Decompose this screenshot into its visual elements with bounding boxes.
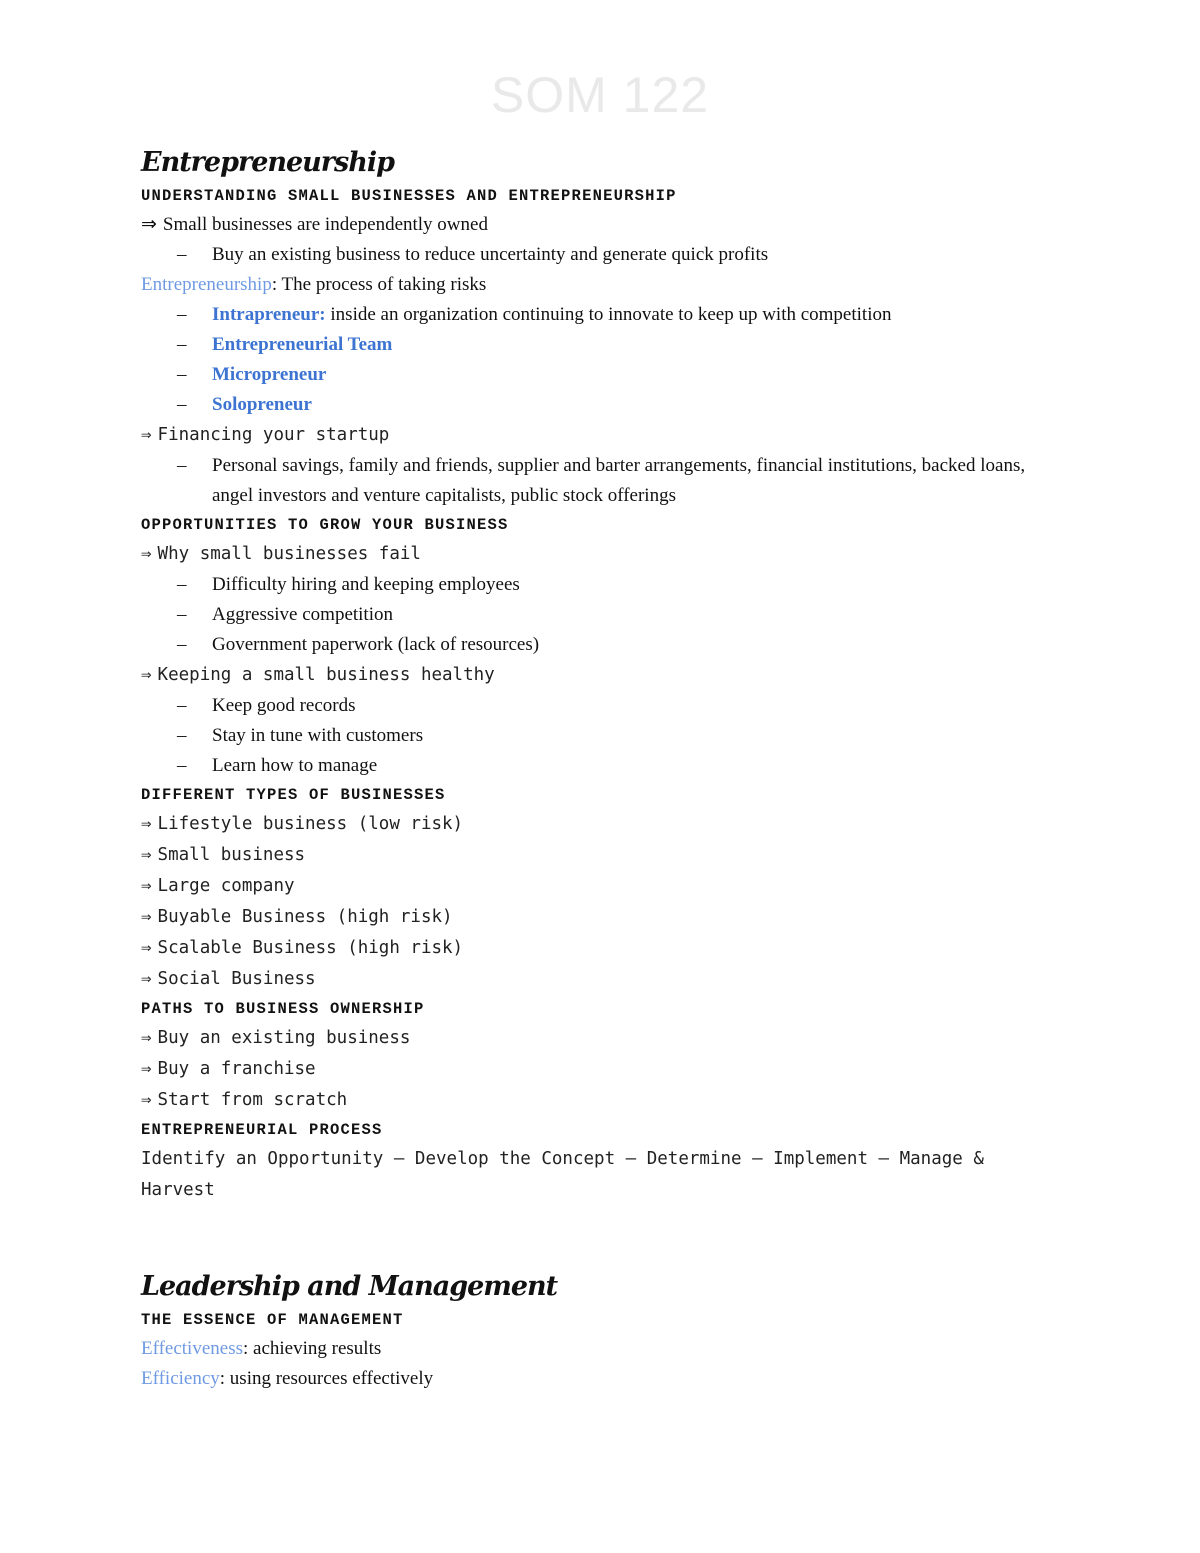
arrow-icon: ⇒ [141, 907, 152, 927]
sub-bullet [141, 240, 1061, 270]
dash-icon: – [177, 634, 187, 655]
watermark: SOM 122 [490, 67, 710, 123]
section-gap [141, 1206, 1061, 1268]
subheading-types: DIFFERENT TYPES OF BUSINESSES [141, 786, 446, 804]
dash-icon: – [177, 604, 187, 625]
arrow-icon: ⇒ [141, 969, 152, 989]
arrow-icon: ⇒ [141, 938, 152, 958]
dash-icon: – [177, 244, 187, 265]
bullet-line [141, 933, 1061, 964]
sub-bullet [141, 451, 1061, 511]
arrow-icon: ⇒ [141, 845, 152, 865]
arrow-icon: ⇒ [141, 665, 152, 685]
section-title: Leadership and Management [141, 1271, 558, 1302]
bullet-line [141, 871, 1061, 902]
sub-bullet-text: Government paperwork (lack of resources) [212, 634, 540, 655]
bullet-line [141, 539, 1061, 570]
bullet-line [141, 210, 1061, 240]
sub-bullet [141, 751, 1061, 781]
arrow-icon: ⇒ [141, 876, 152, 896]
definition-term: Effectiveness [141, 1338, 243, 1359]
subheading-opportunities: OPPORTUNITIES TO GROW YOUR BUSINESS [141, 516, 509, 534]
definition-term: Entrepreneurship [141, 274, 272, 295]
type-term: Solopreneur [212, 394, 312, 415]
sub-bullet [141, 390, 1061, 420]
bullet-text: Social Business [157, 969, 316, 989]
bullet-text: Small businesses are independently owned [162, 214, 488, 235]
definition-line [141, 1334, 1061, 1364]
sub-bullet-text: Stay in tune with customers [212, 725, 424, 746]
bullet-text: Large company [157, 876, 295, 896]
bullet-line [141, 840, 1061, 871]
section-entrepreneurship [141, 144, 1061, 1206]
definition-text: : using resources effectively [219, 1368, 434, 1389]
subheading-paths: PATHS TO BUSINESS OWNERSHIP [141, 1000, 425, 1018]
sub-bullet-text: Difficulty hiring and keeping employees [212, 574, 520, 595]
sub-bullet-text: Learn how to manage [212, 755, 378, 776]
bullet-text: Financing your startup [157, 425, 390, 445]
definition-term: Efficiency [141, 1368, 220, 1389]
bullet-text: Small business [157, 845, 306, 865]
dash-icon: – [177, 574, 187, 595]
sub-bullet-text: Buy an existing business to reduce uncertainty and generate quick profits [212, 244, 769, 265]
sub-bullet [141, 330, 1061, 360]
bullet-line [141, 1054, 1061, 1085]
sub-bullet-text: Aggressive competition [212, 604, 393, 625]
arrow-icon: ⇒ [141, 544, 152, 564]
bullet-text: Why small businesses fail [157, 544, 421, 564]
section-title: Entrepreneurship [141, 147, 394, 178]
sub-bullet-text: Personal savings, family and friends, supplier and barter arrangements, financial institutions, backed loans, angel investors and venture capitalists, public stock offerings [212, 455, 1026, 506]
bullet-line [141, 660, 1061, 691]
bullet-line [141, 1085, 1061, 1116]
type-text: inside an organization continuing to innovate to keep up with competition [325, 304, 892, 325]
subheading-essence: THE ESSENCE OF MANAGEMENT [141, 1311, 404, 1329]
definition-line [141, 270, 1061, 300]
document-page [141, 60, 1061, 1394]
sub-bullet-text: Keep good records [212, 695, 356, 716]
bullet-text: Keeping a small business healthy [157, 665, 495, 685]
dash-icon: – [177, 394, 187, 415]
arrow-icon: ⇒ [141, 1059, 152, 1079]
sub-bullet [141, 691, 1061, 721]
definition-text: : The process of taking risks [271, 274, 487, 295]
dash-icon: – [177, 695, 187, 716]
dash-icon: – [177, 455, 187, 476]
arrow-icon: ⇒ [141, 425, 152, 445]
bullet-text: Lifestyle business (low risk) [157, 814, 464, 834]
bullet-text: Buyable Business (high risk) [157, 907, 453, 927]
bullet-line [141, 1023, 1061, 1054]
bullet-text: Buy an existing business [157, 1028, 411, 1048]
definition-text: : achieving results [243, 1338, 382, 1359]
dash-icon: – [177, 725, 187, 746]
dash-icon: – [177, 755, 187, 776]
subheading-process: ENTREPRENEURIAL PROCESS [141, 1121, 383, 1139]
dash-icon: – [177, 304, 187, 325]
sub-bullet [141, 630, 1061, 660]
sub-bullet [141, 300, 1061, 330]
bullet-line [141, 809, 1061, 840]
type-term: Entrepreneurial Team [212, 334, 393, 355]
dash-icon: – [177, 334, 187, 355]
arrow-icon: ⇒ [141, 1090, 152, 1110]
bullet-line [141, 420, 1061, 451]
process-text: Identify an Opportunity – Develop the Concept – Determine – Implement – Manage & Harvest [141, 1149, 984, 1200]
subheading-understanding: UNDERSTANDING SMALL BUSINESSES AND ENTREPRENEURSHIP [141, 187, 677, 205]
type-term: Intrapreneur: [212, 304, 326, 325]
sub-bullet [141, 360, 1061, 390]
sub-bullet [141, 570, 1061, 600]
sub-bullet [141, 721, 1061, 751]
section-leadership [141, 1268, 1061, 1394]
type-term: Micropreneur [212, 364, 327, 385]
bullet-line [141, 964, 1061, 995]
arrow-icon: ⇒ [141, 814, 152, 834]
bullet-text: Scalable Business (high risk) [157, 938, 464, 958]
arrow-icon: ⇒ [141, 1028, 152, 1048]
sub-bullet [141, 600, 1061, 630]
bullet-text: Start from scratch [157, 1090, 348, 1110]
bullet-text: Buy a franchise [157, 1059, 316, 1079]
definition-line [141, 1364, 1061, 1394]
bullet-line [141, 902, 1061, 933]
arrow-icon: ⇒ [141, 214, 157, 235]
dash-icon: – [177, 364, 187, 385]
